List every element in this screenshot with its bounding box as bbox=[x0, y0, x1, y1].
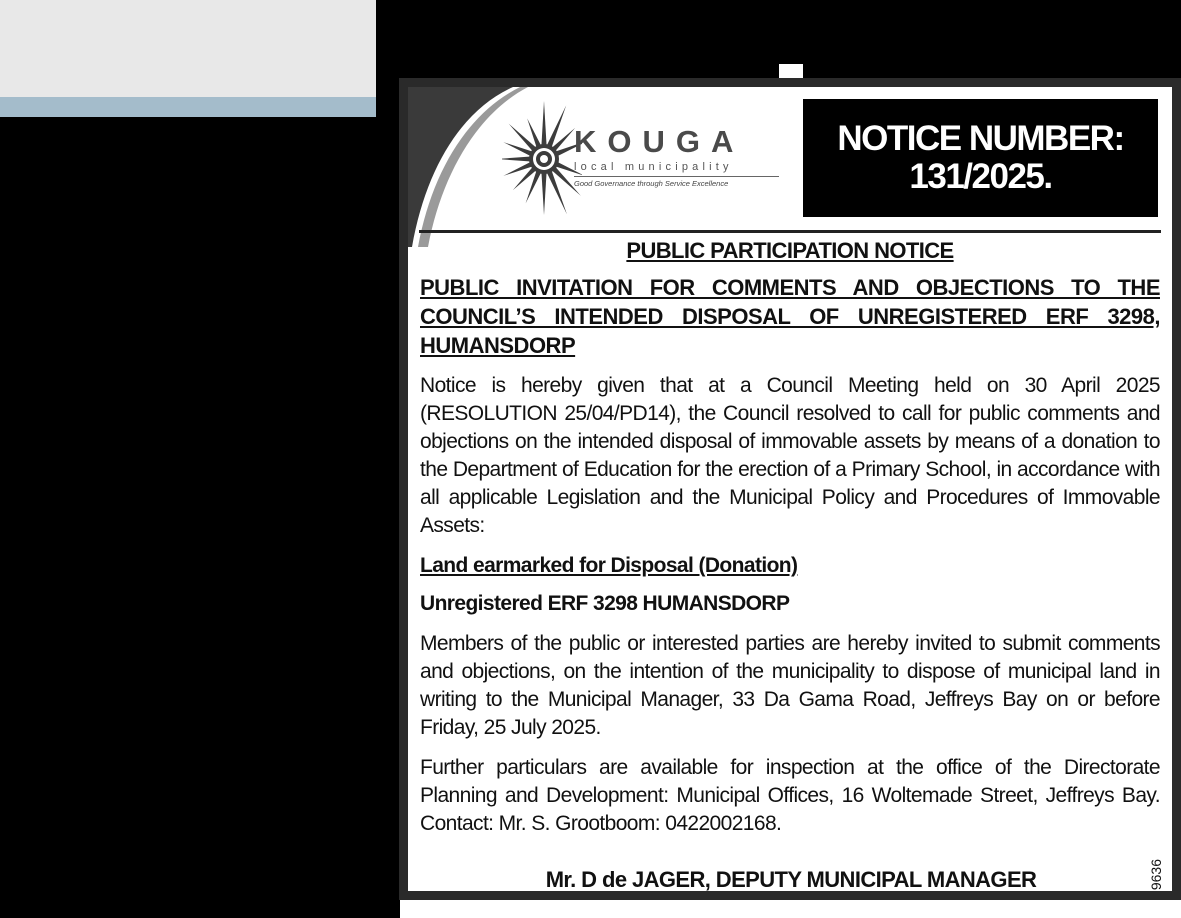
logo-name: KOUGA bbox=[574, 124, 745, 159]
paragraph-particulars: Further particulars are available for inspection at the office of the Directorate Planning and Development: Municipal Offices, 16 Woltemade Street, Jeffreys Bay. Contact: Mr. S. Grootboom: 0422002168. bbox=[420, 756, 1160, 835]
notice-number-label: NOTICE NUMBER: bbox=[837, 119, 1124, 158]
kouga-logo bbox=[502, 97, 792, 227]
sun-emblem-icon bbox=[502, 97, 582, 227]
notice-number-value: 131/2025. bbox=[909, 157, 1052, 196]
header-divider bbox=[419, 230, 1161, 233]
crop-mark bbox=[779, 64, 803, 78]
paragraph-invitation: Members of the public or interested parties are hereby invited to submit comments and objections, on the intention of the municipality to dispose of municipal land in writing to the Municipal Manager, 33 Da Gama Road, Jeffreys Bay on or before Friday, 25 July 2025. bbox=[420, 632, 1160, 739]
logo-subtitle: local municipality bbox=[574, 161, 733, 173]
logo-tagline: Good Governance through Service Excellence bbox=[574, 179, 729, 188]
side-blue-band bbox=[0, 97, 376, 117]
notice-body bbox=[420, 237, 1160, 838]
subheading-land: Land earmarked for Disposal (Donation) bbox=[420, 554, 798, 577]
signoff: Mr. D de JAGER, DEPUTY MUNICIPAL MANAGER bbox=[545, 867, 1037, 892]
side-gray-panel bbox=[0, 0, 376, 97]
notice-title: PUBLIC INVITATION FOR COMMENTS AND OBJECTIONS TO THE COUNCIL’S INTENDED DISPOSAL OF UNREGISTERED ERF 3298, HUMANSDORP bbox=[420, 275, 1160, 358]
notice-advertisement bbox=[399, 78, 1181, 900]
paragraph-notice: Notice is hereby given that at a Council Meeting held on 30 April 2025 (RESOLUTION 25/04/PD14), the Council resolved to call for public comments and objections on the intended disposal of immovable assets by means of a donation to the Department of Education for the erection of a Primary School, in accordance with all applicable Legislation and the Municipal Policy and Procedures of Immovable Assets: bbox=[420, 374, 1160, 537]
property-name: Unregistered ERF 3298 HUMANSDORP bbox=[420, 592, 790, 615]
notice-heading: PUBLIC PARTICIPATION NOTICE bbox=[626, 238, 954, 263]
bottom-margin-strip bbox=[400, 898, 1181, 918]
reference-code: 9636 bbox=[1148, 859, 1164, 891]
notice-number-box bbox=[803, 99, 1158, 217]
logo-divider bbox=[574, 176, 779, 177]
